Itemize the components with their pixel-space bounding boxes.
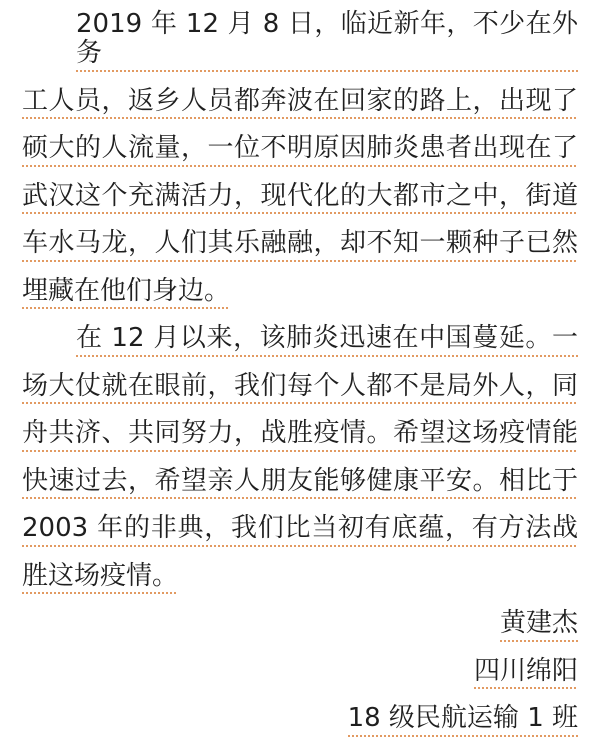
paragraph-2-line-6 xyxy=(22,547,578,595)
text-line: 场大仗就在眼前，我们每个人都不是局外人，同 xyxy=(22,372,578,404)
paragraph-2-line-3 xyxy=(22,404,578,452)
signature-class: 18 级民航运输 1 班 xyxy=(348,704,578,736)
paragraph-1-line-2 xyxy=(22,72,578,120)
text-line: 2003 年的非典，我们比当初有底蕴，有方法战 xyxy=(22,514,578,546)
text-line: 2019 年 12 月 8 日，临近新年，不少在外务 xyxy=(76,10,578,71)
text-line: 工人员，返乡人员都奔波在回家的路上，出现了 xyxy=(22,87,578,119)
signature-name: 黄建杰 xyxy=(500,609,578,641)
signature-name-line xyxy=(22,594,578,642)
paragraph-1-line-4 xyxy=(22,167,578,215)
paragraph-2-line-4 xyxy=(22,452,578,500)
text-line: 武汉这个充满活力，现代化的大都市之中，街道 xyxy=(22,182,578,214)
signature-hometown: 四川绵阳 xyxy=(474,657,578,689)
paragraph-1-line-1 xyxy=(22,9,578,72)
text-line: 胜这场疫情。 xyxy=(22,562,178,594)
paragraph-2-line-5 xyxy=(22,499,578,547)
text-line: 车水马龙，人们其乐融融，却不知一颗种子已然 xyxy=(22,229,578,261)
paragraph-1-line-6 xyxy=(22,262,578,310)
text-line: 在 12 月以来，该肺炎迅速在中国蔓延。一 xyxy=(76,324,578,356)
text-line: 快速过去，希望亲人朋友能够健康平安。相比于 xyxy=(22,467,578,499)
signature-hometown-line xyxy=(22,642,578,690)
paragraph-2-line-1 xyxy=(22,309,578,357)
paragraph-2-line-2 xyxy=(22,357,578,405)
paragraph-1-line-3 xyxy=(22,119,578,167)
signature-class-line xyxy=(22,689,578,737)
text-line: 埋藏在他们身边。 xyxy=(22,277,230,309)
paragraph-1-line-5 xyxy=(22,214,578,262)
text-line: 舟共济、共同努力，战胜疫情。希望这场疫情能 xyxy=(22,419,578,451)
text-line: 硕大的人流量，一位不明原因肺炎患者出现在了 xyxy=(22,134,578,166)
